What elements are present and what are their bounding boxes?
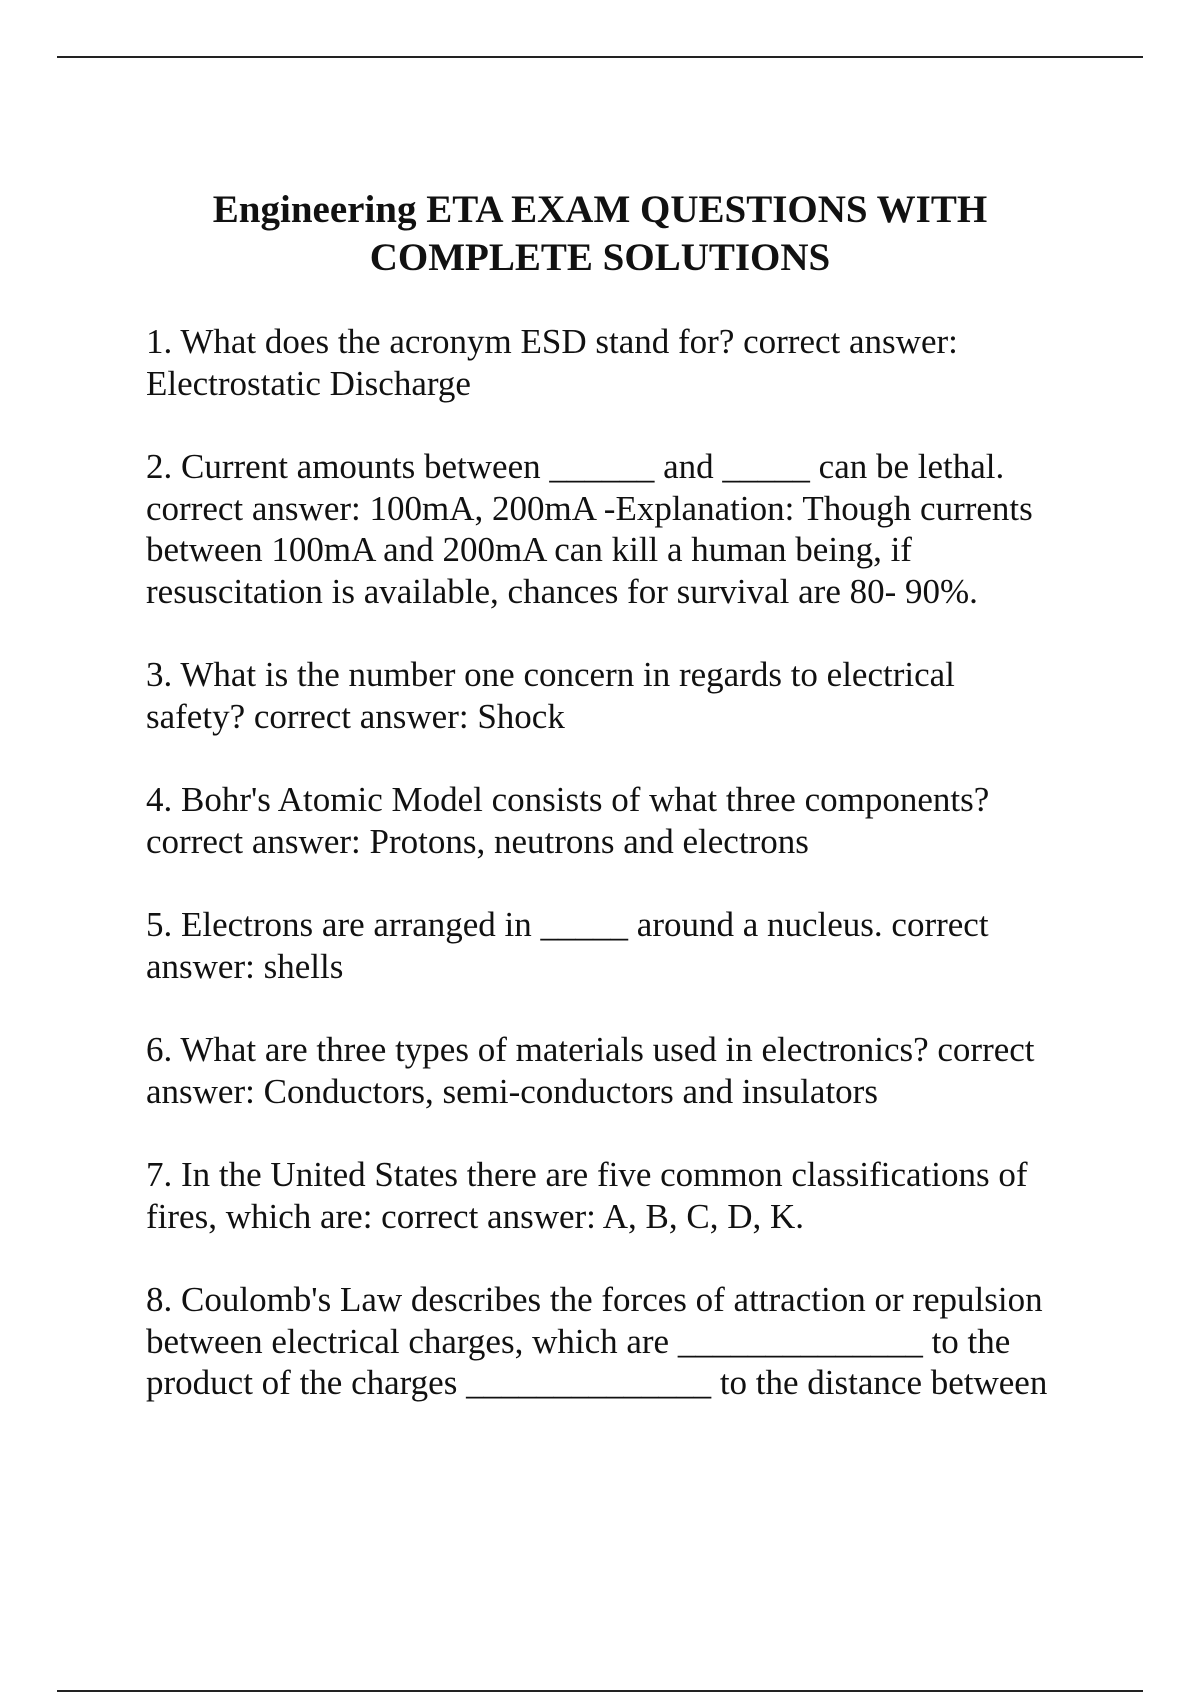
question-1-line-1: 1. What does the acronym ESD stand for? correct answer: — [146, 322, 958, 361]
question-4 — [146, 779, 1146, 862]
bottom-rule — [57, 1690, 1143, 1692]
question-7-line-1: 7. In the United States there are five common classifications of — [146, 1155, 1028, 1194]
question-2-line-2: correct answer: 100mA, 200mA -Explanation: Though currents — [146, 488, 1033, 528]
question-2-line-1: 2. Current amounts between ______ and _____ can be lethal. — [146, 447, 1005, 486]
question-5 — [146, 904, 1146, 987]
question-3 — [146, 654, 1146, 737]
question-6 — [146, 1029, 1146, 1112]
question-6-line-2: answer: Conductors, semi-conductors and insulators — [146, 1071, 878, 1111]
question-7 — [146, 1154, 1146, 1237]
question-1 — [146, 321, 1146, 404]
question-6-line-1: 6. What are three types of materials used in electronics? correct — [146, 1030, 1035, 1069]
question-4-line-2: correct answer: Protons, neutrons and electrons — [146, 821, 809, 861]
question-list — [146, 321, 1146, 1446]
question-5-line-2: answer: shells — [146, 946, 344, 986]
question-8 — [146, 1279, 1146, 1404]
question-8-line-2: between electrical charges, which are ______________ to the — [146, 1321, 1011, 1361]
title-line-2: COMPLETE SOLUTIONS — [369, 236, 831, 279]
title-line-1: Engineering ETA EXAM QUESTIONS WITH — [212, 188, 988, 231]
question-3-line-1: 3. What is the number one concern in regards to electrical — [146, 655, 955, 694]
document-title — [0, 186, 1200, 282]
question-7-line-2: fires, which are: correct answer: A, B, C, D, K. — [146, 1196, 804, 1236]
question-2 — [146, 446, 1146, 612]
question-2-line-4: resuscitation is available, chances for survival are 80- 90%. — [146, 571, 978, 611]
top-rule — [57, 56, 1143, 58]
question-1-line-2: Electrostatic Discharge — [146, 363, 471, 403]
question-8-line-3: product of the charges ______________ to the distance between — [146, 1363, 1048, 1402]
question-3-line-2: safety? correct answer: Shock — [146, 696, 565, 736]
question-5-line-1: 5. Electrons are arranged in _____ around a nucleus. correct — [146, 905, 989, 944]
question-8-line-1: 8. Coulomb's Law describes the forces of attraction or repulsion — [146, 1280, 1043, 1319]
question-4-line-1: 4. Bohr's Atomic Model consists of what three components? — [146, 780, 990, 819]
question-2-line-3: between 100mA and 200mA can kill a human being, if — [146, 530, 912, 569]
